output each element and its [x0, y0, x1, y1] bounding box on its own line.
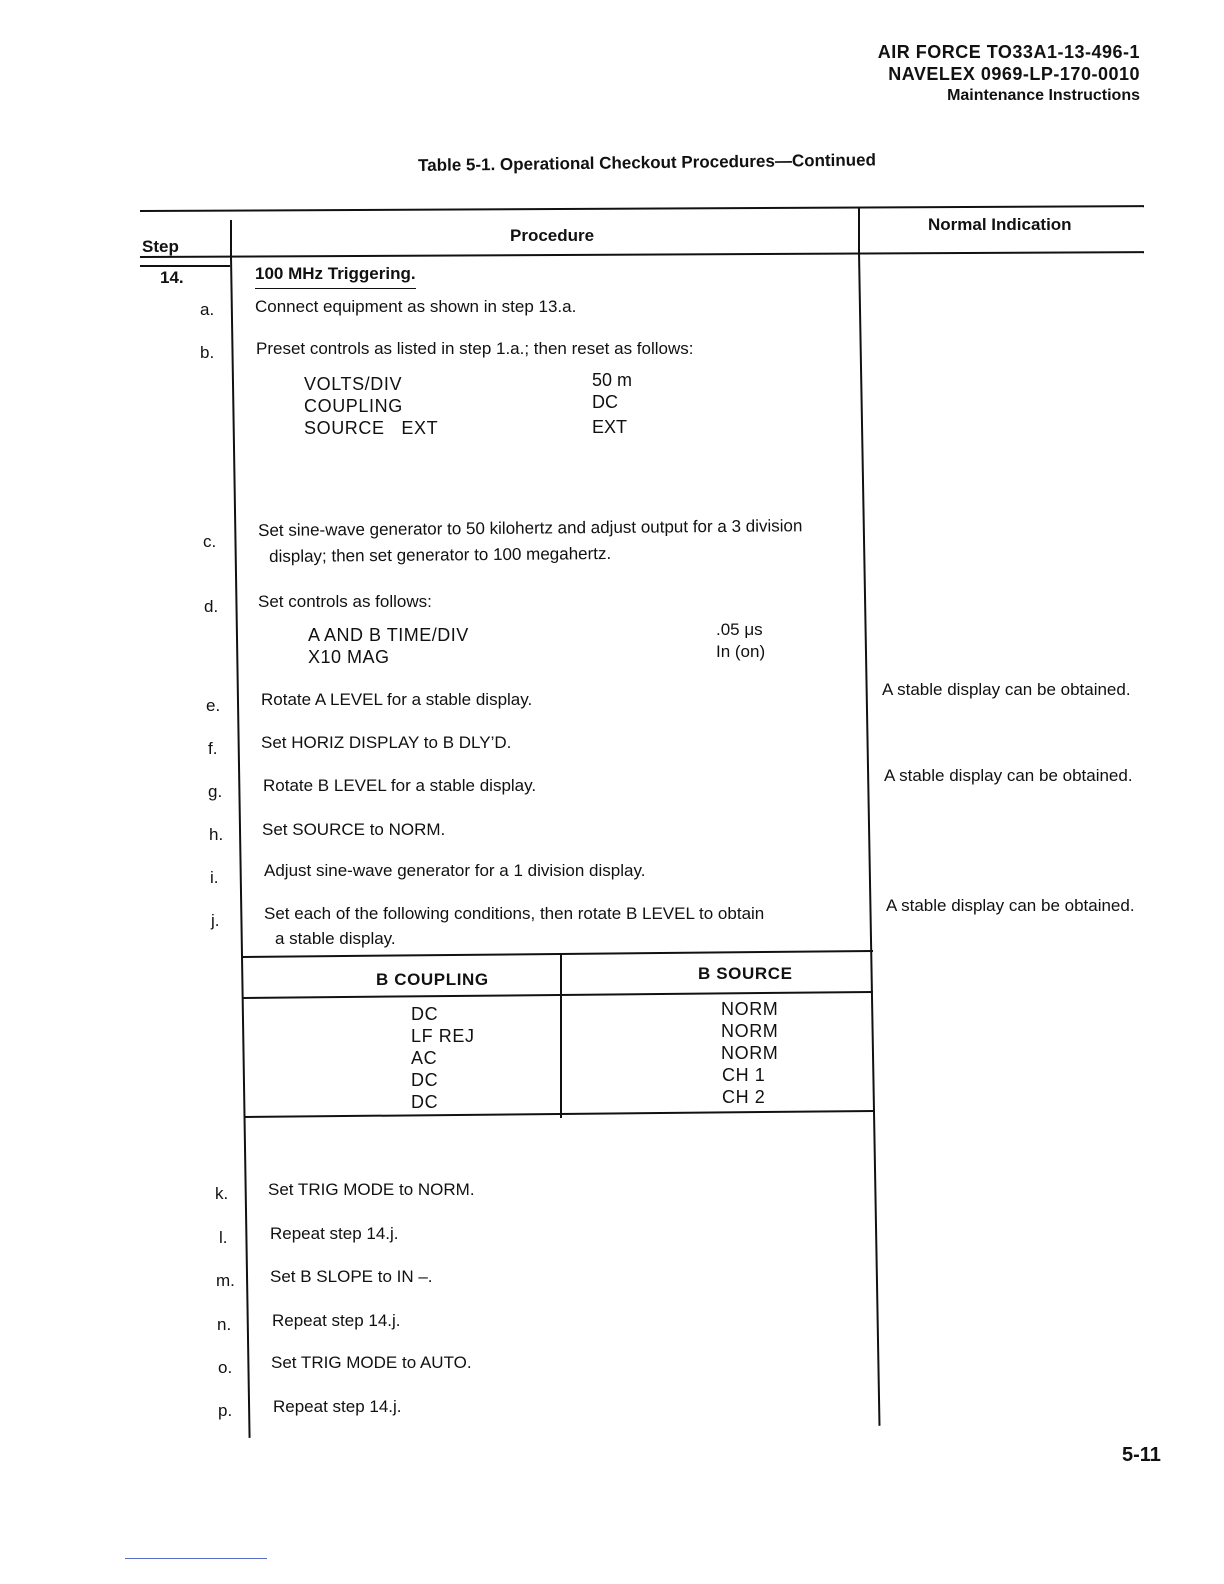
step-column-divider: [230, 220, 232, 260]
b-setting-control: VOLTS/DIV: [304, 374, 403, 394]
conditions-top-rule: [243, 950, 873, 958]
substep-text-o: Set TRIG MODE to AUTO.: [271, 1353, 472, 1372]
substep-text-j-line2: a stable display.: [275, 929, 396, 948]
normal-indication-e: A stable display can be obtained.: [882, 680, 1131, 699]
d-setting-control: A AND B TIME/DIV: [308, 625, 469, 645]
substep-text-c-line2: display; then set generator to 100 megahertz.: [269, 544, 612, 566]
substep-label-l: l.: [219, 1228, 228, 1247]
conditions-cell-source: NORM: [721, 999, 779, 1019]
substep-text-k: Set TRIG MODE to NORM.: [268, 1180, 475, 1199]
table-title: Table 5-1. Operational Checkout Procedures—Continued: [418, 150, 877, 175]
b-setting-control: COUPLING: [304, 396, 403, 416]
substep-text-h: Set SOURCE to NORM.: [262, 820, 446, 839]
substep-text-c-line1: Set sine-wave generator to 50 kilohertz and adjust output for a 3 division: [258, 516, 803, 540]
substep-label-c: c.: [203, 532, 217, 551]
normal-column-divider: [858, 208, 860, 254]
d-setting-value: In (on): [716, 642, 766, 661]
substep-label-h: h.: [209, 825, 224, 844]
conditions-header-coupling: B COUPLING: [376, 970, 489, 989]
substep-label-o: o.: [218, 1358, 233, 1377]
page-number: 5-11: [1122, 1444, 1161, 1466]
substep-text-a: Connect equipment as shown in step 13.a.: [255, 297, 577, 316]
normal-indication-j: A stable display can be obtained.: [886, 896, 1135, 915]
conditions-middle-divider: [560, 953, 562, 1118]
b-setting-value: DC: [592, 392, 618, 412]
step-number: 14.: [160, 268, 184, 287]
substep-label-k: k.: [215, 1184, 229, 1203]
column-header-normal-indication: Normal Indication: [928, 215, 1072, 234]
substep-text-i: Adjust sine-wave generator for a 1 division display.: [264, 861, 646, 880]
conditions-cell-coupling: LF REJ: [411, 1026, 475, 1046]
substep-label-d: d.: [204, 597, 219, 616]
substep-label-m: m.: [216, 1271, 235, 1290]
substep-text-d: Set controls as follows:: [258, 592, 432, 611]
substep-text-n: Repeat step 14.j.: [272, 1311, 401, 1330]
conditions-cell-coupling: DC: [411, 1004, 439, 1024]
bottom-scan-rule: [125, 1558, 267, 1559]
b-setting-value: 50 m: [592, 370, 633, 390]
column-header-step: Step: [142, 237, 179, 256]
substep-text-l: Repeat step 14.j.: [270, 1224, 399, 1243]
substep-label-e: e.: [206, 696, 221, 715]
normal-indication-g: A stable display can be obtained.: [884, 766, 1133, 785]
substep-label-i: i.: [210, 868, 219, 887]
header-bottom-rule: [140, 251, 1144, 258]
step-number-underline: [140, 265, 230, 267]
b-setting-value: EXT: [592, 417, 628, 437]
conditions-cell-coupling: DC: [411, 1070, 439, 1090]
substep-text-b: Preset controls as listed in step 1.a.; then reset as follows:: [256, 339, 694, 358]
substep-text-p: Repeat step 14.j.: [273, 1397, 402, 1416]
substep-text-e: Rotate A LEVEL for a stable display.: [261, 690, 533, 709]
procedure-left-border: [230, 256, 251, 1438]
substep-text-j-line1: Set each of the following conditions, then rotate B LEVEL to obtain: [264, 904, 765, 923]
substep-text-g: Rotate B LEVEL for a stable display.: [263, 776, 537, 795]
substep-text-m: Set B SLOPE to IN –.: [270, 1267, 433, 1286]
conditions-cell-coupling: DC: [411, 1092, 439, 1112]
d-setting-value: .05 μs: [716, 620, 763, 639]
conditions-cell-source: NORM: [721, 1043, 779, 1063]
conditions-header-rule: [243, 991, 873, 999]
conditions-header-source: B SOURCE: [698, 964, 793, 983]
substep-label-b: b.: [200, 343, 215, 362]
column-header-procedure: Procedure: [510, 226, 595, 245]
conditions-cell-coupling: AC: [411, 1048, 438, 1068]
substep-label-n: n.: [217, 1315, 232, 1334]
step-title: 100 MHz Triggering.: [255, 264, 416, 289]
header-line-3: Maintenance Instructions: [947, 87, 1140, 104]
conditions-cell-source: CH 2: [722, 1087, 766, 1107]
d-setting-control: X10 MAG: [308, 647, 390, 667]
conditions-cell-source: NORM: [721, 1021, 779, 1041]
procedure-right-border: [858, 252, 880, 1426]
header-line-1: AIR FORCE TO33A1-13-496-1: [877, 42, 1140, 62]
substep-label-g: g.: [208, 782, 223, 801]
substep-label-p: p.: [218, 1401, 233, 1420]
substep-label-f: f.: [208, 739, 218, 758]
conditions-cell-source: CH 1: [722, 1065, 766, 1085]
b-setting-control: SOURCE EXT: [304, 418, 439, 438]
table-top-rule: [140, 205, 1144, 212]
header-line-2: NAVELEX 0969-LP-170-0010: [888, 64, 1140, 84]
substep-label-a: a.: [200, 300, 215, 319]
substep-text-f: Set HORIZ DISPLAY to B DLY’D.: [261, 733, 512, 752]
substep-label-j: j.: [211, 911, 220, 930]
